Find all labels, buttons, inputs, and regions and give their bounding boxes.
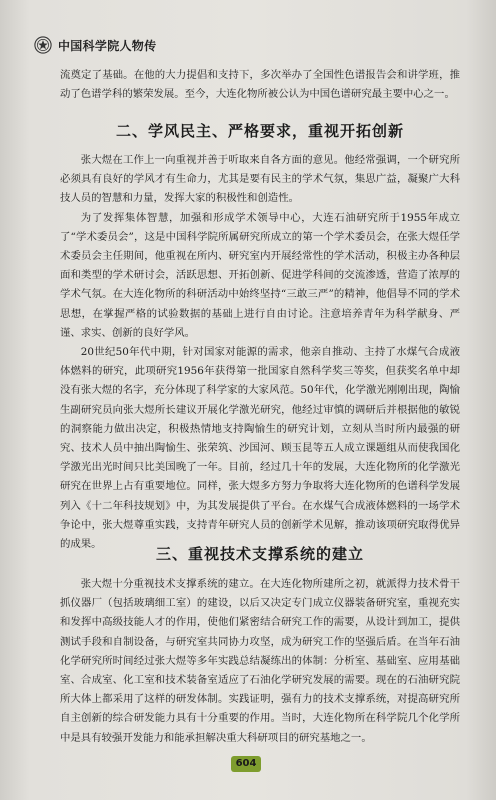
intro-paragraph: 流奠定了基础。在他的大力提倡和支持下，多次举办了全国性色谱报告会和讲学班，推动了色谱学科的繁荣发展。至今，大连化物所被公认为中国色谱研究最主要中心之一。: [60, 69, 460, 101]
section-3-body: [60, 575, 460, 748]
paragraph: 20世纪50年代中期，针对国家对能源的需求，他亲自推动、主持了水煤气合成液体燃料的研究，此项研究1956年获得第一批国家自然科学奖三等奖，但获奖名单中却没有张大煜的名字，充分体现了科学家的大家风范。50年代，化学激光刚刚出现，陶愉生副研究员向张大煜所长建议开展化学激光研究，他经过审慎的调研后并根据他的敏锐的洞察能力做出决定，积极热情地支持陶愉生的研究计划，立刻从当时所内最强的研究、技术人员中抽出陶愉生、张荣筑、沙国河、顾玉昆等五人成立课题组从而使我国化学激光出光时间只比美国晚了一年。目前，经过几十年的发展，大连化物所的化学激光研究在世界上占有重要地位。同样，张大煜多方努力争取将大连化物所的色谱科学发展列入《十二年科技规划》中，为其发展提供了平台。在水煤气合成液体燃料的一场学术争论中，张大煜尊重实践，支持青年研究人员的创新学术见解，推动该项研究取得优异的成果。: [60, 346, 460, 551]
paragraph: 张大煜在工作上一向重视并善于听取来自各方面的意见。他经常强调，一个研究所必须具有良好的学风才有生命力，尤其是要有民主的学术气氛，集思广益，凝聚广大科技人员的智慧和力量，发挥大家的积极性和创造性。: [60, 154, 460, 205]
cas-emblem-icon: [34, 36, 52, 54]
section-3-heading: 三、重视技术支撑系统的建立: [155, 545, 364, 563]
section-2-heading: 二、学风民主、严格要求，重视开拓创新: [115, 122, 404, 140]
intro-block: [60, 66, 460, 104]
running-header: [34, 34, 156, 56]
header-title: 中国科学院人物传: [58, 38, 157, 53]
paragraph: 张大煜十分重视技术支撑系统的建立。在大连化物所建所之初，就派得力技术骨干抓仪器厂（包括玻璃细工室）的建设，以后又决定专门成立仪器装备研究室，重视充实和发挥中高级技能人才的作用，使他们紧密结合研究工作的需要，从设计到加工，提供测试手段和自制设备，与研究室共同协力攻坚，成为研究工作的坚强后盾。在当年石油化学研究所时间经过张大煜等多年实践总结凝练出的体制：分析室、基础室、应用基础室、合成室、化工室和技术装备室适应了石油化学研究发展的需要。现在的石油研究院所大体上都采用了这样的研发体制。实践证明，强有力的技术支撑系统，对提高研究所自主创新的综合研发能力具有十分重要的作用。当时，大连化物所在科学院几个化学所中是具有较强开发能力和能承担解决重大科研项目的研究基地之一。: [60, 578, 460, 744]
paragraph: 为了发挥集体智慧，加强和形成学术领导中心，大连石油研究所于1955年成立了“学术委员会”，这是中国科学院所属研究所成立的第一个学术委员会，在张大煜任学术委员会主任期间，他重视在所内、研究室内开展经常性的学术活动，积极主办各种层面和类型的学术研讨会，活跃思想、开拓创新、促进学科间的交流渗透，营造了浓厚的学术气氛。在大连化物所的科研活动中始终坚持“三敢三严”的精神，他倡导不同的学术思想，在掌握严格的试验数据的基础上进行自由讨论。注意培养青年为科学献身、严谨、求实、创新的良好学风。: [60, 211, 460, 339]
section-2-body: [60, 151, 460, 554]
page-number: 604: [231, 756, 261, 772]
